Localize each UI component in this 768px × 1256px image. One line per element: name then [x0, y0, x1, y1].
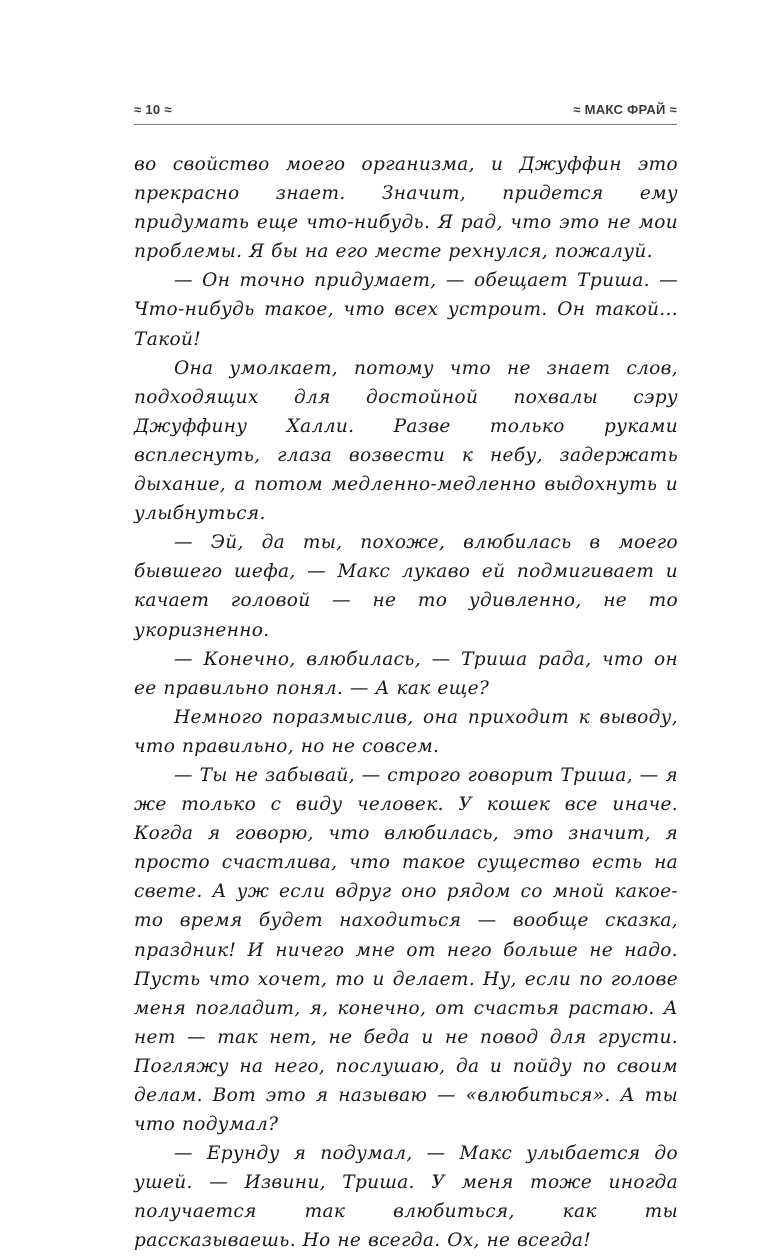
- running-header: [134, 98, 677, 125]
- paragraph: — Ерунду я подумал, — Макс улыбается до ушей. — Извини, Триша. У меня тоже иногда получается так влюбиться, как ты рассказываешь. Но не всегда. Ох, не всегда!: [134, 1143, 678, 1252]
- paragraph: во свойство моего организма, и Джуффин это прекрасно знает. Значит, придется ему придумать еще что-нибудь. Я рад, что это не мои проблемы. Я бы на его месте рехнулся, пожалуй.: [134, 154, 678, 263]
- page-number: ≈ 10 ≈: [134, 102, 172, 117]
- paragraph: Она умолкает, потому что не знает слов, подходящих для достойной похвалы сэру Джуффину Халли. Разве только руками всплеснуть, глаза возвести к небу, задержать дыхание, а потом медленно-медленно выдохнуть и улыбнуться.: [134, 357, 678, 525]
- paragraph: — Ты не забывай, — строго говорит Триша, — я же только с виду человек. У кошек все иначе. Когда я говорю, что влюбилась, это значит, я просто счастлива, что такое существо есть на свете. А уж если вдруг оно рядом со мной какое-то время будет находиться — вообще сказка, праздник! И ничего мне от него больше не надо. Пусть что хочет, то и делает. Ну, если по голове меня погладит, я, конечно, от счастья растаю. А нет — так нет, не беда и не повод для грусти. Погляжу на него, послушаю, да и пойду по своим делам. Вот это я называю — «влюбиться». А ты что подумал?: [134, 764, 678, 1136]
- paragraph: Немного поразмыслив, она приходит к выводу, что правильно, но не совсем.: [134, 706, 678, 757]
- paragraph: — Эй, да ты, похоже, влюбилась в моего бывшего шефа, — Макс лукаво ей подмигивает и качает головой — не то удивленно, не то укоризненно.: [134, 532, 678, 641]
- paragraph: — Он точно придумает, — обещает Триша. — Что-нибудь такое, что всех устроит. Он такой... Такой!: [134, 270, 678, 350]
- running-title: ≈ МАКС ФРАЙ ≈: [573, 102, 677, 117]
- paragraph: — Конечно, влюбилась, — Триша рада, что он ее правильно понял. — А как еще?: [134, 648, 678, 699]
- body-text: [134, 150, 678, 1256]
